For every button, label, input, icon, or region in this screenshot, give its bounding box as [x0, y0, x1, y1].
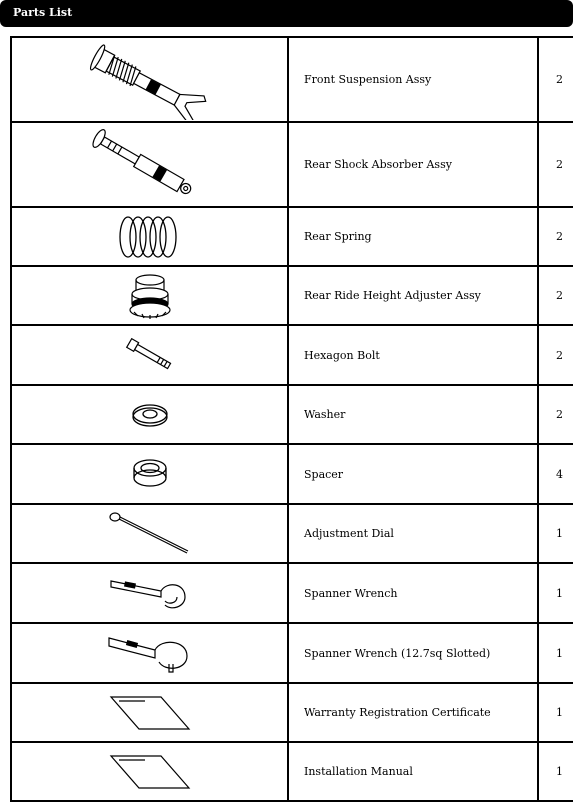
table-row	[11, 742, 573, 801]
height-adjuster-icon	[120, 270, 180, 322]
table-row	[11, 623, 573, 683]
page-title: Parts List	[13, 6, 73, 19]
spring-icon	[110, 212, 190, 262]
part-qty: 1	[538, 623, 573, 683]
part-name: Rear Spring	[288, 207, 538, 266]
table-row	[11, 207, 573, 266]
part-image-cell	[11, 444, 288, 504]
table-row	[11, 266, 573, 325]
part-qty: 2	[538, 207, 573, 266]
part-image-cell	[11, 207, 288, 266]
manual-icon	[105, 750, 195, 794]
part-image-cell	[11, 742, 288, 801]
table-row	[11, 504, 573, 563]
dial-icon	[105, 509, 195, 559]
part-qty: 4	[538, 444, 573, 504]
part-name: Washer	[288, 385, 538, 444]
part-qty: 2	[538, 266, 573, 325]
part-name: Adjustment Dial	[288, 504, 538, 563]
front-suspension-icon	[80, 40, 220, 120]
part-qty: 1	[538, 563, 573, 623]
part-image-cell	[11, 563, 288, 623]
table-row	[11, 325, 573, 385]
part-qty: 2	[538, 37, 573, 122]
part-image-cell	[11, 683, 288, 742]
parts-list-header	[0, 0, 573, 27]
part-name: Rear Shock Absorber Assy	[288, 122, 538, 207]
part-qty: 1	[538, 742, 573, 801]
part-image-cell	[11, 37, 288, 122]
part-image-cell	[11, 122, 288, 207]
part-name: Spanner Wrench	[288, 563, 538, 623]
part-image-cell	[11, 385, 288, 444]
part-qty: 2	[538, 122, 573, 207]
wrench-icon	[105, 571, 195, 615]
table-row	[11, 37, 573, 122]
part-qty: 1	[538, 504, 573, 563]
part-name: Front Suspension Assy	[288, 37, 538, 122]
part-qty: 1	[538, 683, 573, 742]
certificate-icon	[105, 691, 195, 735]
table-row	[11, 444, 573, 504]
rear-shock-icon	[80, 125, 220, 205]
table-row	[11, 563, 573, 623]
part-name: Installation Manual	[288, 742, 538, 801]
spacer-icon	[125, 454, 175, 494]
parts-table	[10, 36, 573, 802]
part-image-cell	[11, 623, 288, 683]
part-image-cell	[11, 266, 288, 325]
part-name: Hexagon Bolt	[288, 325, 538, 385]
slotted-wrench-icon	[105, 628, 195, 678]
bolt-icon	[120, 335, 180, 375]
part-image-cell	[11, 504, 288, 563]
part-image-cell	[11, 325, 288, 385]
table-row	[11, 122, 573, 207]
table-row	[11, 683, 573, 742]
table-row	[11, 385, 573, 444]
part-qty: 2	[538, 385, 573, 444]
part-name: Spanner Wrench (12.7sq Slotted)	[288, 623, 538, 683]
part-name: Spacer	[288, 444, 538, 504]
part-qty: 2	[538, 325, 573, 385]
washer-icon	[125, 398, 175, 432]
part-name: Rear Ride Height Adjuster Assy	[288, 266, 538, 325]
part-name: Warranty Registration Certificate	[288, 683, 538, 742]
